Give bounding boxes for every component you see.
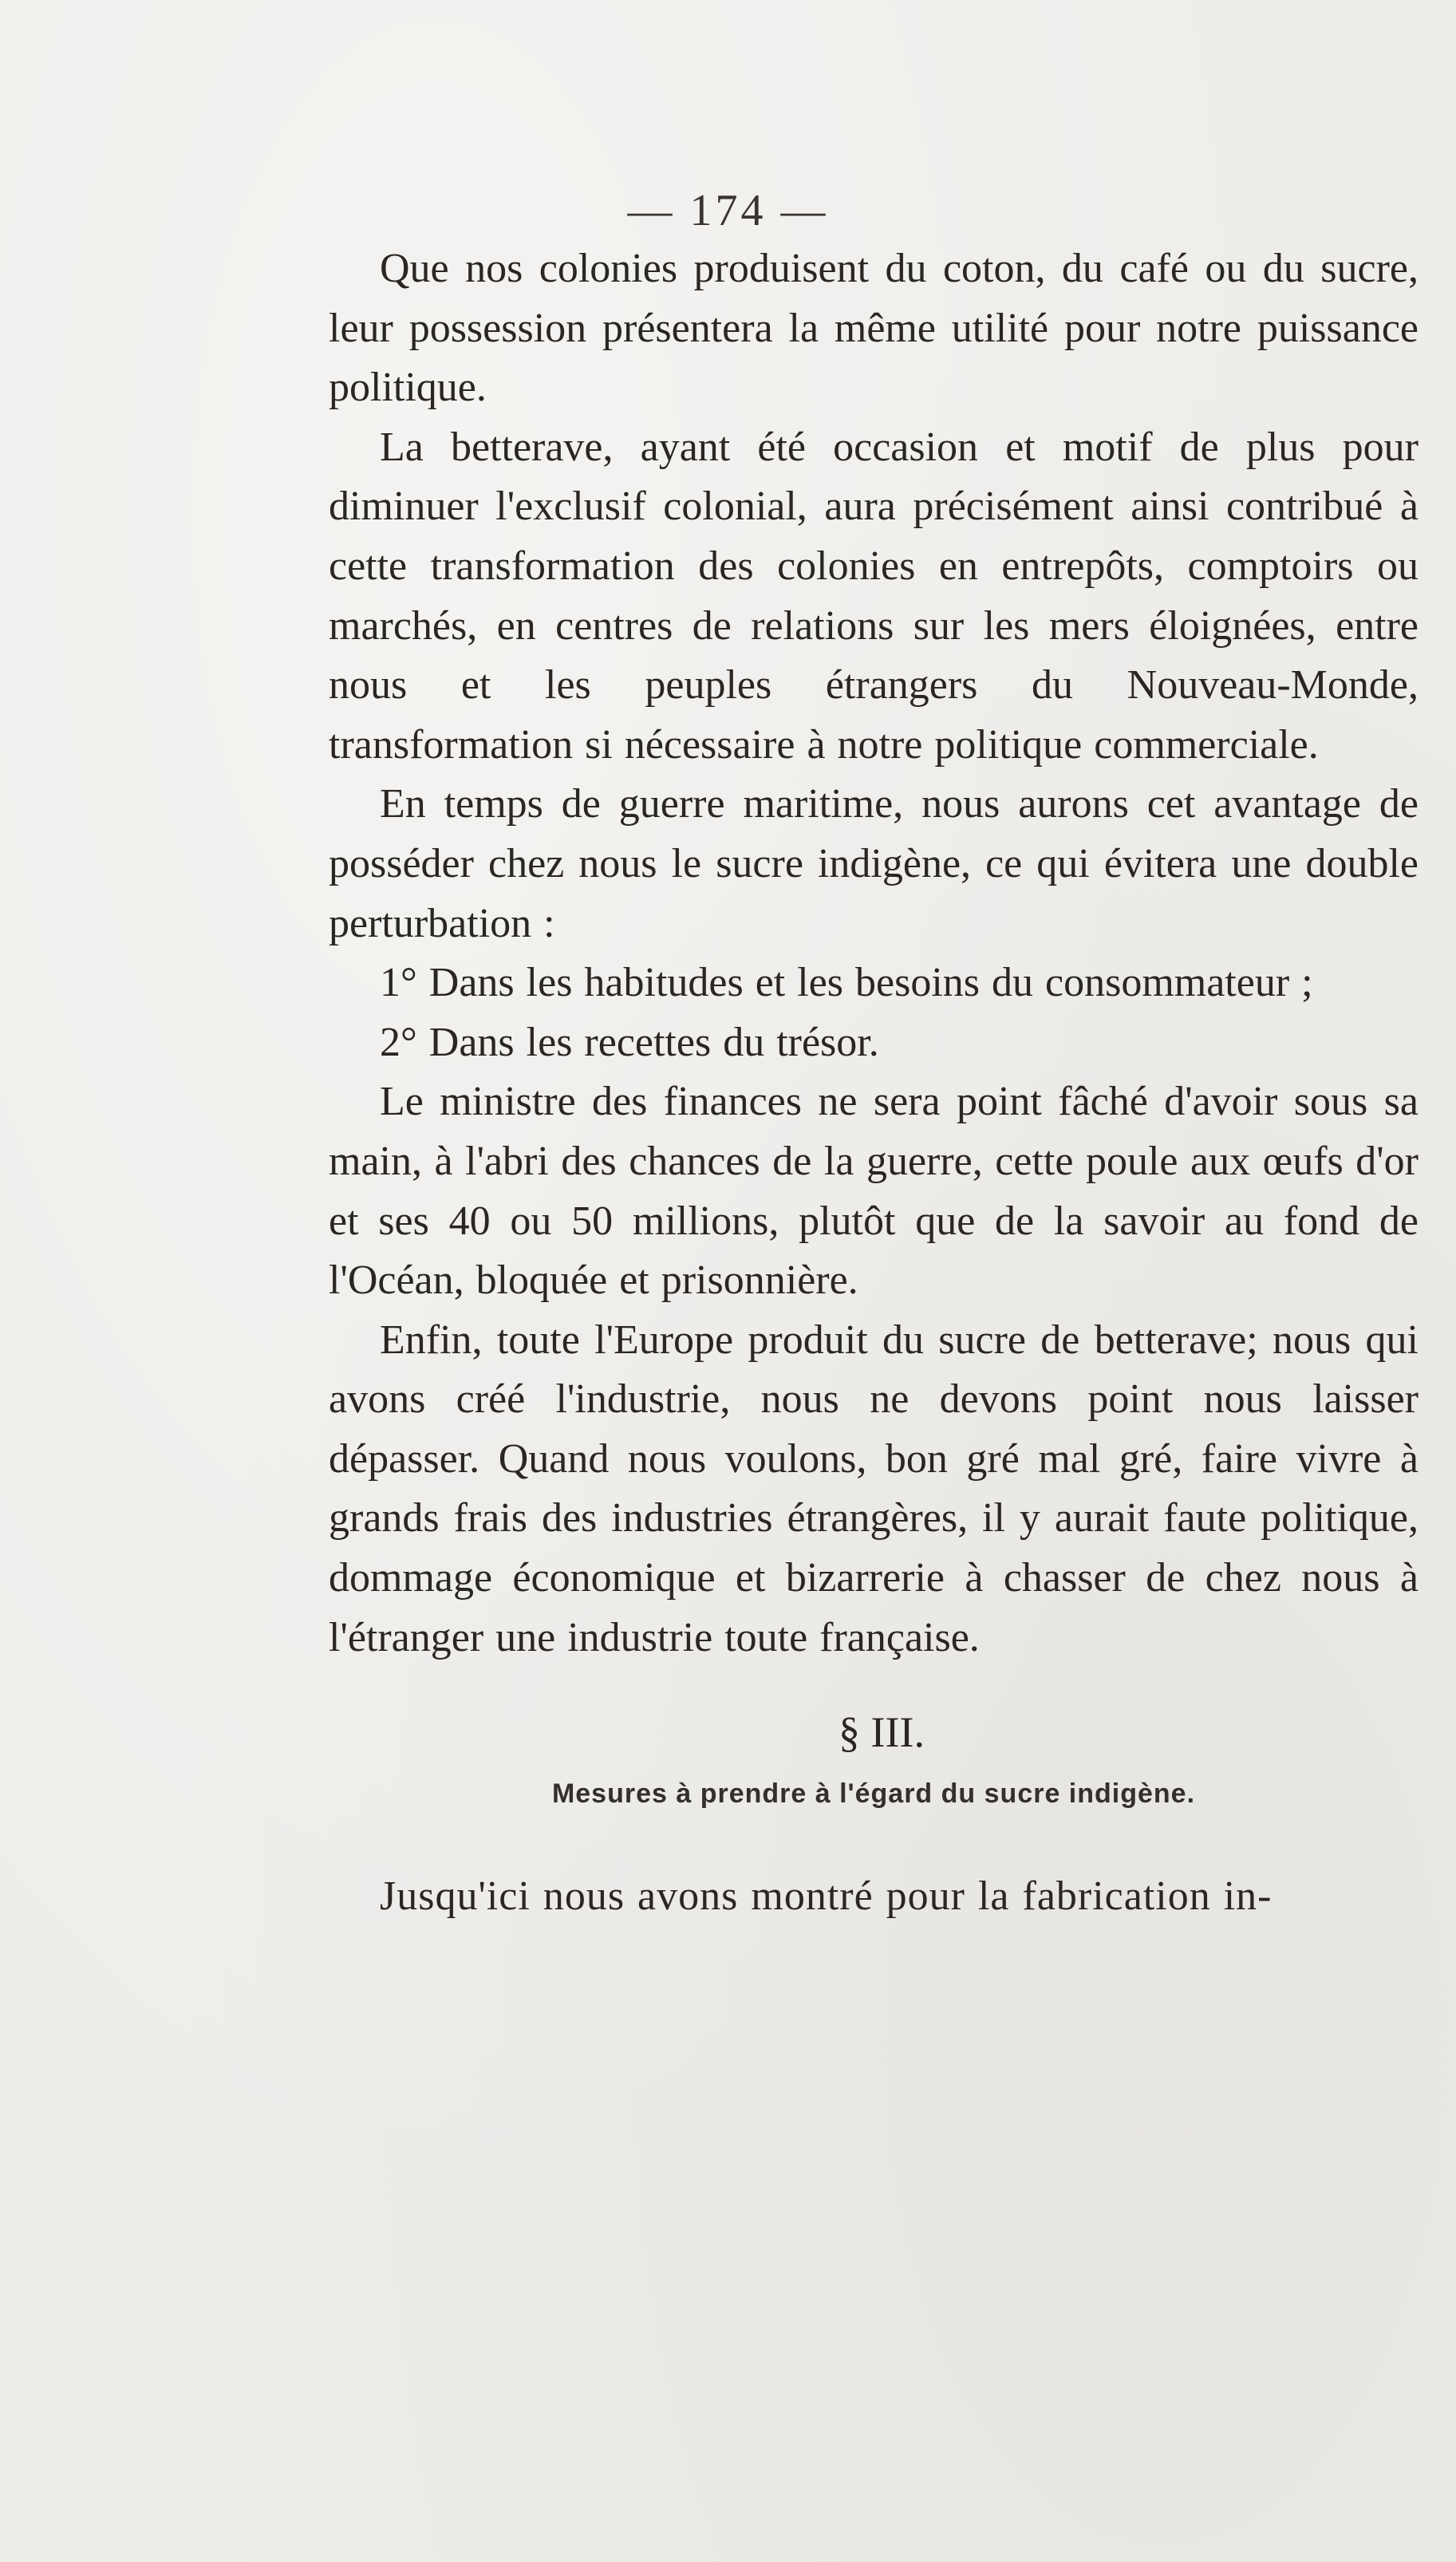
paragraph: Le ministre des finances ne sera point fâché d'avoir sous sa main, à l'abri des chances de la guerre, cette poule aux œufs d'or et ses 40 ou 50 millions, plutôt que de la savoir au fond de l'Océan, bloquée et prisonnière. — [329, 1079, 1419, 1304]
section-heading: § III. — [838, 1708, 925, 1757]
section-title: Mesures à prendre à l'égard du sucre indigène. — [551, 1778, 1196, 1810]
paragraph: Enfin, toute l'Europe produit du sucre de betterave; nous qui avons créé l'industrie, nous ne devons point nous laisser dépasser. Quand nous voulons, bon gré mal gré, faire vivre à grands frais des industries étrangères, il y aurait faute politique, dommage économique et bizarrerie à chasser de chez nous à l'étranger une industrie toute française. — [329, 1317, 1419, 1660]
body-text — [329, 239, 1419, 1927]
paragraph: Jusqu'ici nous avons montré pour la fabrication in- — [380, 1873, 1273, 1920]
page-number: — 174 — — [627, 186, 829, 235]
paragraph: Que nos colonies produisent du coton, du café ou du sucre, leur possession présentera la même utilité pour notre puissance politique. — [329, 246, 1419, 411]
list-item: 2° Dans les recettes du trésor. — [380, 1019, 879, 1065]
list-item: 1° Dans les habitudes et les besoins du consommateur ; — [380, 960, 1313, 1006]
paragraph: En temps de guerre maritime, nous aurons cet avantage de posséder chez nous le sucre indigène, ce qui évitera une double perturbation : — [329, 781, 1419, 946]
paragraph: La betterave, ayant été occasion et motif de plus pour diminuer l'exclusif colonial, aura précisément ainsi contribué à cette transformation des colonies en entrepôts, comptoirs ou marchés, en centres de relations sur les mers éloignées, entre nous et les peuples étrangers du Nouveau-Monde, transformation si nécessaire à notre politique commerciale. — [329, 424, 1419, 768]
